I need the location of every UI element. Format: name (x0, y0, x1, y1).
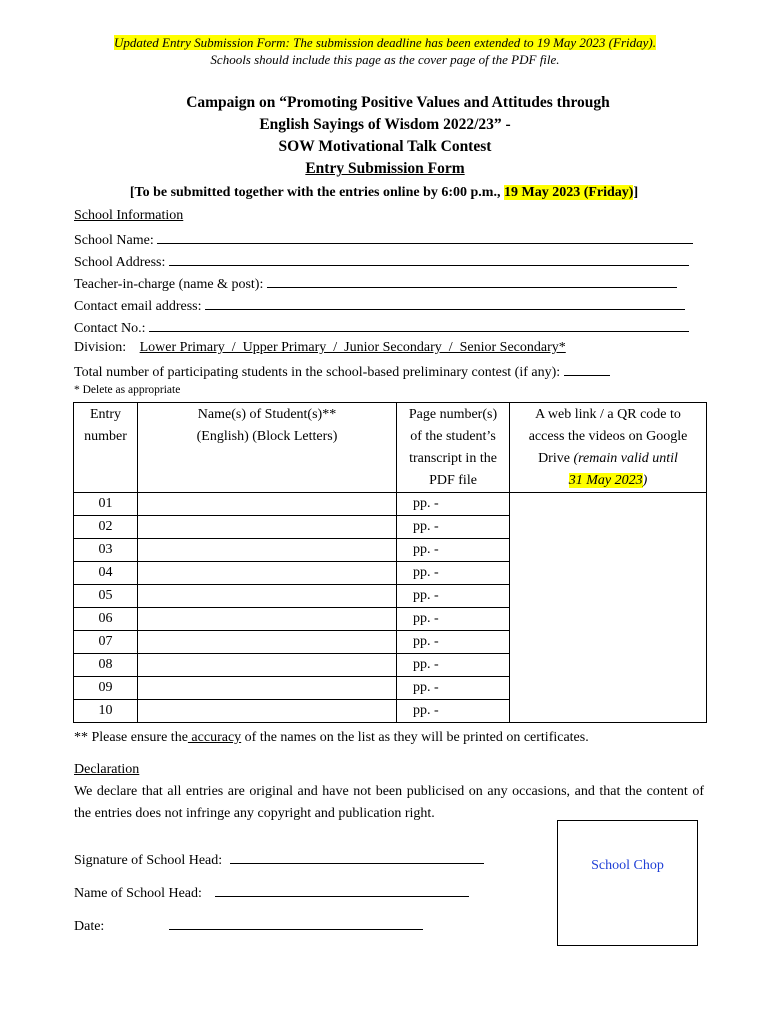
header-video-link-l1: A web link / a QR code to (535, 407, 681, 422)
entry-number-cell: 08 (74, 654, 138, 677)
entry-number-cell: 03 (74, 539, 138, 562)
head-name-label: Name of School Head: (74, 886, 202, 901)
email-label: Contact email address: (74, 299, 202, 314)
header-entry-number-l2: number (84, 429, 127, 444)
signature-row (74, 850, 484, 869)
instruction-deadline: 19 May 2023 (Friday) (503, 185, 634, 200)
delete-note: * Delete as appropriate (74, 384, 181, 396)
instruction-suffix: ] (633, 185, 639, 200)
signature-field[interactable] (230, 850, 484, 864)
table-row (74, 493, 707, 516)
phone-row (74, 318, 689, 337)
teacher-label: Teacher-in-charge (name & post): (74, 277, 264, 292)
page-number-cell[interactable]: pp. - (397, 516, 510, 539)
participants-row (74, 362, 610, 381)
entry-number-cell: 10 (74, 700, 138, 723)
header-video-link-close: ) (642, 473, 648, 488)
entry-number-cell: 09 (74, 677, 138, 700)
student-name-cell[interactable] (138, 516, 397, 539)
notice-line2: Schools should include this page as the cover page of the PDF file. (210, 52, 560, 67)
header-page-numbers-l4: PDF file (429, 473, 477, 488)
page-number-cell[interactable]: pp. - (397, 585, 510, 608)
notice-line1: Updated Entry Submission Form: The submission deadline has been extended to 19 May 2023 (Friday). (114, 35, 656, 50)
student-name-cell[interactable] (138, 631, 397, 654)
declaration-heading: Declaration (74, 762, 140, 777)
teacher-row (74, 274, 677, 293)
email-row (74, 296, 685, 315)
page-number-cell[interactable]: pp. - (397, 493, 510, 516)
accuracy-note-suffix: of the names on the list as they will be printed on certificates. (241, 730, 589, 745)
submission-instruction (74, 185, 694, 201)
accuracy-note (74, 730, 589, 746)
title-line1: Campaign on “Promoting Positive Values and Attitudes through (186, 94, 610, 111)
page-number-cell[interactable]: pp. - (397, 631, 510, 654)
header-page-numbers-l1: Page number(s) (408, 407, 498, 422)
entry-number-cell: 06 (74, 608, 138, 631)
title-line2: English Sayings of Wisdom 2022/23” - (259, 116, 511, 133)
form-title (0, 92, 770, 180)
header-student-names-l2: (English) (Block Letters) (196, 429, 338, 444)
page-number-cell[interactable]: pp. - (397, 700, 510, 723)
header-video-link-l3 (510, 448, 706, 470)
school-chop-label: School Chop (591, 858, 664, 873)
header-page-numbers-l3: transcript in the (409, 451, 497, 466)
header-student-names (138, 403, 397, 493)
student-name-cell[interactable] (138, 608, 397, 631)
accuracy-note-word: accuracy (187, 730, 242, 745)
school-info-heading: School Information (74, 208, 184, 223)
school-address-row (74, 252, 689, 271)
date-row (74, 916, 423, 935)
header-video-link-l4 (510, 470, 706, 492)
student-name-cell[interactable] (138, 677, 397, 700)
header-video-link-valid: (remain valid until (573, 451, 678, 466)
title-line4: Entry Submission Form (305, 160, 465, 177)
participants-label: Total number of participating students in the school-based preliminary contest (if any): (74, 365, 561, 380)
phone-field[interactable] (149, 318, 689, 332)
entries-table (73, 402, 707, 723)
phone-label: Contact No.: (74, 321, 146, 336)
school-address-field[interactable] (169, 252, 689, 266)
header-video-link-date: 31 May 2023 (568, 473, 643, 488)
email-field[interactable] (205, 296, 685, 310)
student-name-cell[interactable] (138, 493, 397, 516)
division-row (74, 340, 580, 356)
page-number-cell[interactable]: pp. - (397, 654, 510, 677)
school-chop-box (557, 820, 698, 946)
student-name-cell[interactable] (138, 700, 397, 723)
header-entry-number (74, 403, 138, 493)
participants-field[interactable] (564, 362, 610, 376)
page-number-cell[interactable]: pp. - (397, 608, 510, 631)
school-name-label: School Name: (74, 233, 154, 248)
school-name-field[interactable] (157, 230, 693, 244)
title-line3: SOW Motivational Talk Contest (278, 138, 492, 155)
entry-number-cell: 01 (74, 493, 138, 516)
student-name-cell[interactable] (138, 539, 397, 562)
division-options[interactable]: Lower Primary / Upper Primary / Junior Secondary / Senior Secondary* (139, 340, 566, 355)
signature-label: Signature of School Head: (74, 853, 223, 868)
date-label: Date: (74, 919, 105, 934)
header-page-numbers (397, 403, 510, 493)
date-field[interactable] (169, 916, 423, 930)
page-number-cell[interactable]: pp. - (397, 539, 510, 562)
division-label: Division: (74, 340, 127, 355)
header-page-numbers-l2: of the student’s (410, 429, 496, 444)
accuracy-note-prefix: ** Please ensure the (74, 730, 188, 745)
student-name-cell[interactable] (138, 654, 397, 677)
student-name-cell[interactable] (138, 562, 397, 585)
declaration-body: We declare that all entries are original and have not been publicised on any occasions, and that the content of the entries does not infringe any copyright and publication right. (74, 784, 704, 821)
header-video-link-drive: Drive (538, 451, 574, 466)
header-entry-number-l1: Entry (89, 407, 122, 422)
page-number-cell[interactable]: pp. - (397, 562, 510, 585)
school-name-row (74, 230, 693, 249)
entry-number-cell: 04 (74, 562, 138, 585)
page-number-cell[interactable]: pp. - (397, 677, 510, 700)
deadline-notice (0, 34, 770, 68)
header-video-link (510, 403, 707, 493)
school-address-label: School Address: (74, 255, 166, 270)
teacher-field[interactable] (267, 274, 677, 288)
header-student-names-l1: Name(s) of Student(s)** (197, 407, 337, 422)
header-video-link-l2: access the videos on Google (528, 429, 688, 444)
video-link-cell[interactable] (510, 493, 707, 723)
entry-number-cell: 07 (74, 631, 138, 654)
instruction-prefix: [To be submitted together with the entries online by 6:00 p.m., (129, 185, 504, 200)
head-name-row (74, 883, 469, 902)
table-header-row (74, 403, 707, 493)
head-name-field[interactable] (215, 883, 469, 897)
entry-number-cell: 02 (74, 516, 138, 539)
student-name-cell[interactable] (138, 585, 397, 608)
entry-number-cell: 05 (74, 585, 138, 608)
